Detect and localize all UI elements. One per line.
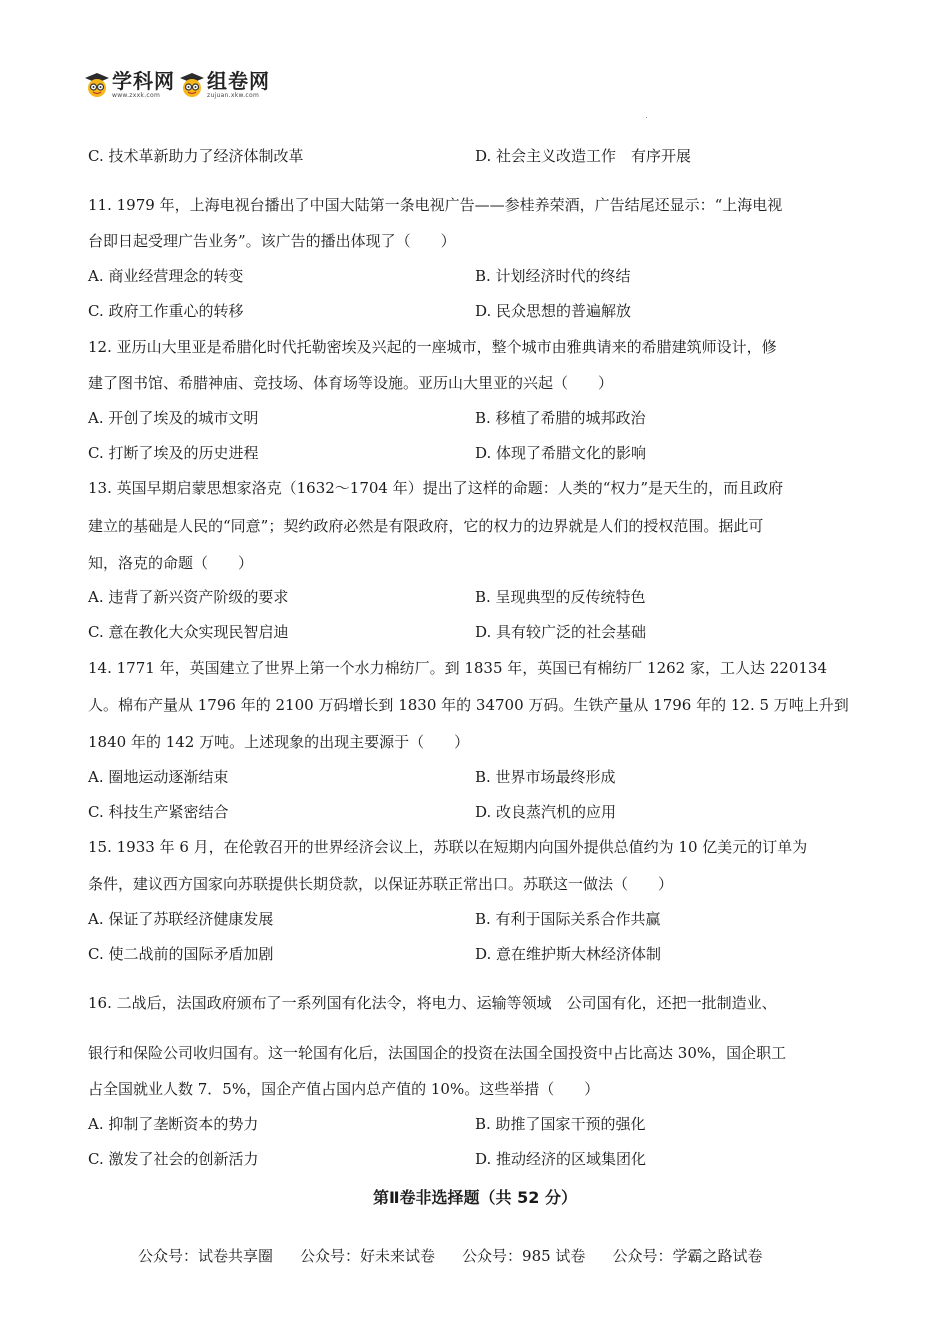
q15-option-d: D. 意在维护斯大林经济体制 bbox=[475, 945, 662, 963]
logo-name-2: 组卷网 bbox=[207, 69, 270, 93]
logo-xuekewang bbox=[84, 70, 175, 100]
q16-option-c: C. 激发了社会的创新活力 bbox=[88, 1150, 259, 1168]
section-title: 第Ⅱ卷非选择题（共 52 分） bbox=[373, 1188, 577, 1207]
footer-item: 公众号：试卷共享圈 bbox=[138, 1247, 274, 1265]
q16-option-b: B. 助推了国家干预的强化 bbox=[475, 1115, 646, 1133]
q13-option-d: D. 具有较广泛的社会基础 bbox=[475, 623, 647, 641]
q16-stem-line: 银行和保险公司收归国有。这一轮国有化后，法国国企的投资在法国全国投资中占比高达 30%，国企职工 bbox=[88, 1044, 787, 1062]
q15-stem-line: 条件，建议西方国家向苏联提供长期贷款，以保证苏联正常出口。苏联这一做法（ ） bbox=[88, 875, 674, 893]
footer-item: 公众号：学霸之路试卷 bbox=[612, 1247, 763, 1265]
q15-stem-line: 15. 1933 年 6 月，在伦敦召开的世界经济会议上，苏联以在短期内向国外提供总值约为 10 亿美元的订单为 bbox=[88, 838, 808, 856]
logo-url-1: www.zxxk.com bbox=[112, 92, 161, 99]
q13-option-a: A. 违背了新兴资产阶级的要求 bbox=[88, 588, 289, 606]
mascot-icon bbox=[179, 72, 205, 98]
speck bbox=[646, 117, 647, 118]
q10-option-d: D. 社会主义改造工作 有序开展 bbox=[475, 147, 692, 165]
q12-option-b: B. 移植了希腊的城邦政治 bbox=[475, 409, 646, 427]
q14-stem-line: 人。棉布产量从 1796 年的 2100 万码增长到 1830 年的 34700 万码。生铁产量从 1796 年的 12. 5 万吨上升到 bbox=[88, 696, 849, 714]
logo-name-1: 学科网 bbox=[112, 69, 175, 93]
mascot-icon bbox=[84, 72, 110, 98]
q16-stem-line: 占全国就业人数 7．5%，国企产值占国内总产值的 10%。这些举措（ ） bbox=[88, 1080, 600, 1098]
q15-option-c: C. 使二战前的国际矛盾加剧 bbox=[88, 945, 274, 963]
logo-zujuanwang bbox=[179, 70, 270, 100]
q11-option-c: C. 政府工作重心的转移 bbox=[88, 302, 244, 320]
q16-option-d: D. 推动经济的区域集团化 bbox=[475, 1150, 647, 1168]
q11-option-d: D. 民众思想的普遍解放 bbox=[475, 302, 632, 320]
q14-stem-line: 1840 年的 142 万吨。上述现象的出现主要源于（ ） bbox=[88, 733, 470, 751]
q14-option-b: B. 世界市场最终形成 bbox=[475, 768, 616, 786]
q13-stem-line: 知，洛克的命题（ ） bbox=[88, 554, 254, 572]
q13-stem-line: 13. 英国早期启蒙思想家洛克（1632～1704 年）提出了这样的命题：人类的“权力”是天生的，而且政府 bbox=[88, 479, 784, 497]
q16-stem-line: 16. 二战后，法国政府颁布了一系列国有化法令，将电力、运输等领域 公司国有化，还把一批制造业、 bbox=[88, 994, 777, 1012]
q13-option-c: C. 意在教化大众实现民智启迪 bbox=[88, 623, 289, 641]
q11-option-b: B. 计划经济时代的终结 bbox=[475, 267, 631, 285]
logo bbox=[84, 70, 270, 100]
q14-option-c: C. 科技生产紧密结合 bbox=[88, 803, 229, 821]
q12-option-d: D. 体现了希腊文化的影响 bbox=[475, 444, 647, 462]
q14-option-d: D. 改良蒸汽机的应用 bbox=[475, 803, 617, 821]
q16-option-a: A. 抑制了垄断资本的势力 bbox=[88, 1115, 259, 1133]
q13-stem-line: 建立的基础是人民的“同意”；契约政府必然是有限政府，它的权力的边界就是人们的授权范围。据此可 bbox=[88, 517, 764, 535]
q15-option-b: B. 有利于国际关系合作共赢 bbox=[475, 910, 661, 928]
footer bbox=[138, 1245, 789, 1266]
logo-url-2: zujuan.xkw.com bbox=[207, 92, 260, 99]
q11-stem-line: 台即日起受理广告业务”。该广告的播出体现了（ ） bbox=[88, 232, 456, 250]
q11-option-a: A. 商业经营理念的转变 bbox=[88, 267, 244, 285]
q14-option-a: A. 圈地运动逐渐结束 bbox=[88, 768, 229, 786]
q12-stem-line: 建了图书馆、希腊神庙、竞技场、体育场等设施。亚历山大里亚的兴起（ ） bbox=[88, 374, 614, 392]
q12-option-c: C. 打断了埃及的历史进程 bbox=[88, 444, 259, 462]
q15-option-a: A. 保证了苏联经济健康发展 bbox=[88, 910, 274, 928]
q12-stem-line: 12. 亚历山大里亚是希腊化时代托勒密埃及兴起的一座城市，整个城市由雅典请来的希腊建筑师设计，修 bbox=[88, 338, 777, 356]
q14-stem-line: 14. 1771 年，英国建立了世界上第一个水力棉纺厂。到 1835 年，英国已有棉纺厂 1262 家，工人达 220134 bbox=[88, 659, 828, 677]
q12-option-a: A. 开创了埃及的城市文明 bbox=[88, 409, 259, 427]
footer-item: 公众号：好未来试卷 bbox=[300, 1247, 436, 1265]
q13-option-b: B. 呈现典型的反传统特色 bbox=[475, 588, 646, 606]
q10-option-c: C. 技术革新助力了经济体制改革 bbox=[88, 147, 304, 165]
footer-item: 公众号：985 试卷 bbox=[462, 1247, 586, 1265]
q11-stem-line: 11. 1979 年，上海电视台播出了中国大陆第一条电视广告——参桂养荣酒，广告结尾还显示：“上海电视 bbox=[88, 196, 783, 214]
